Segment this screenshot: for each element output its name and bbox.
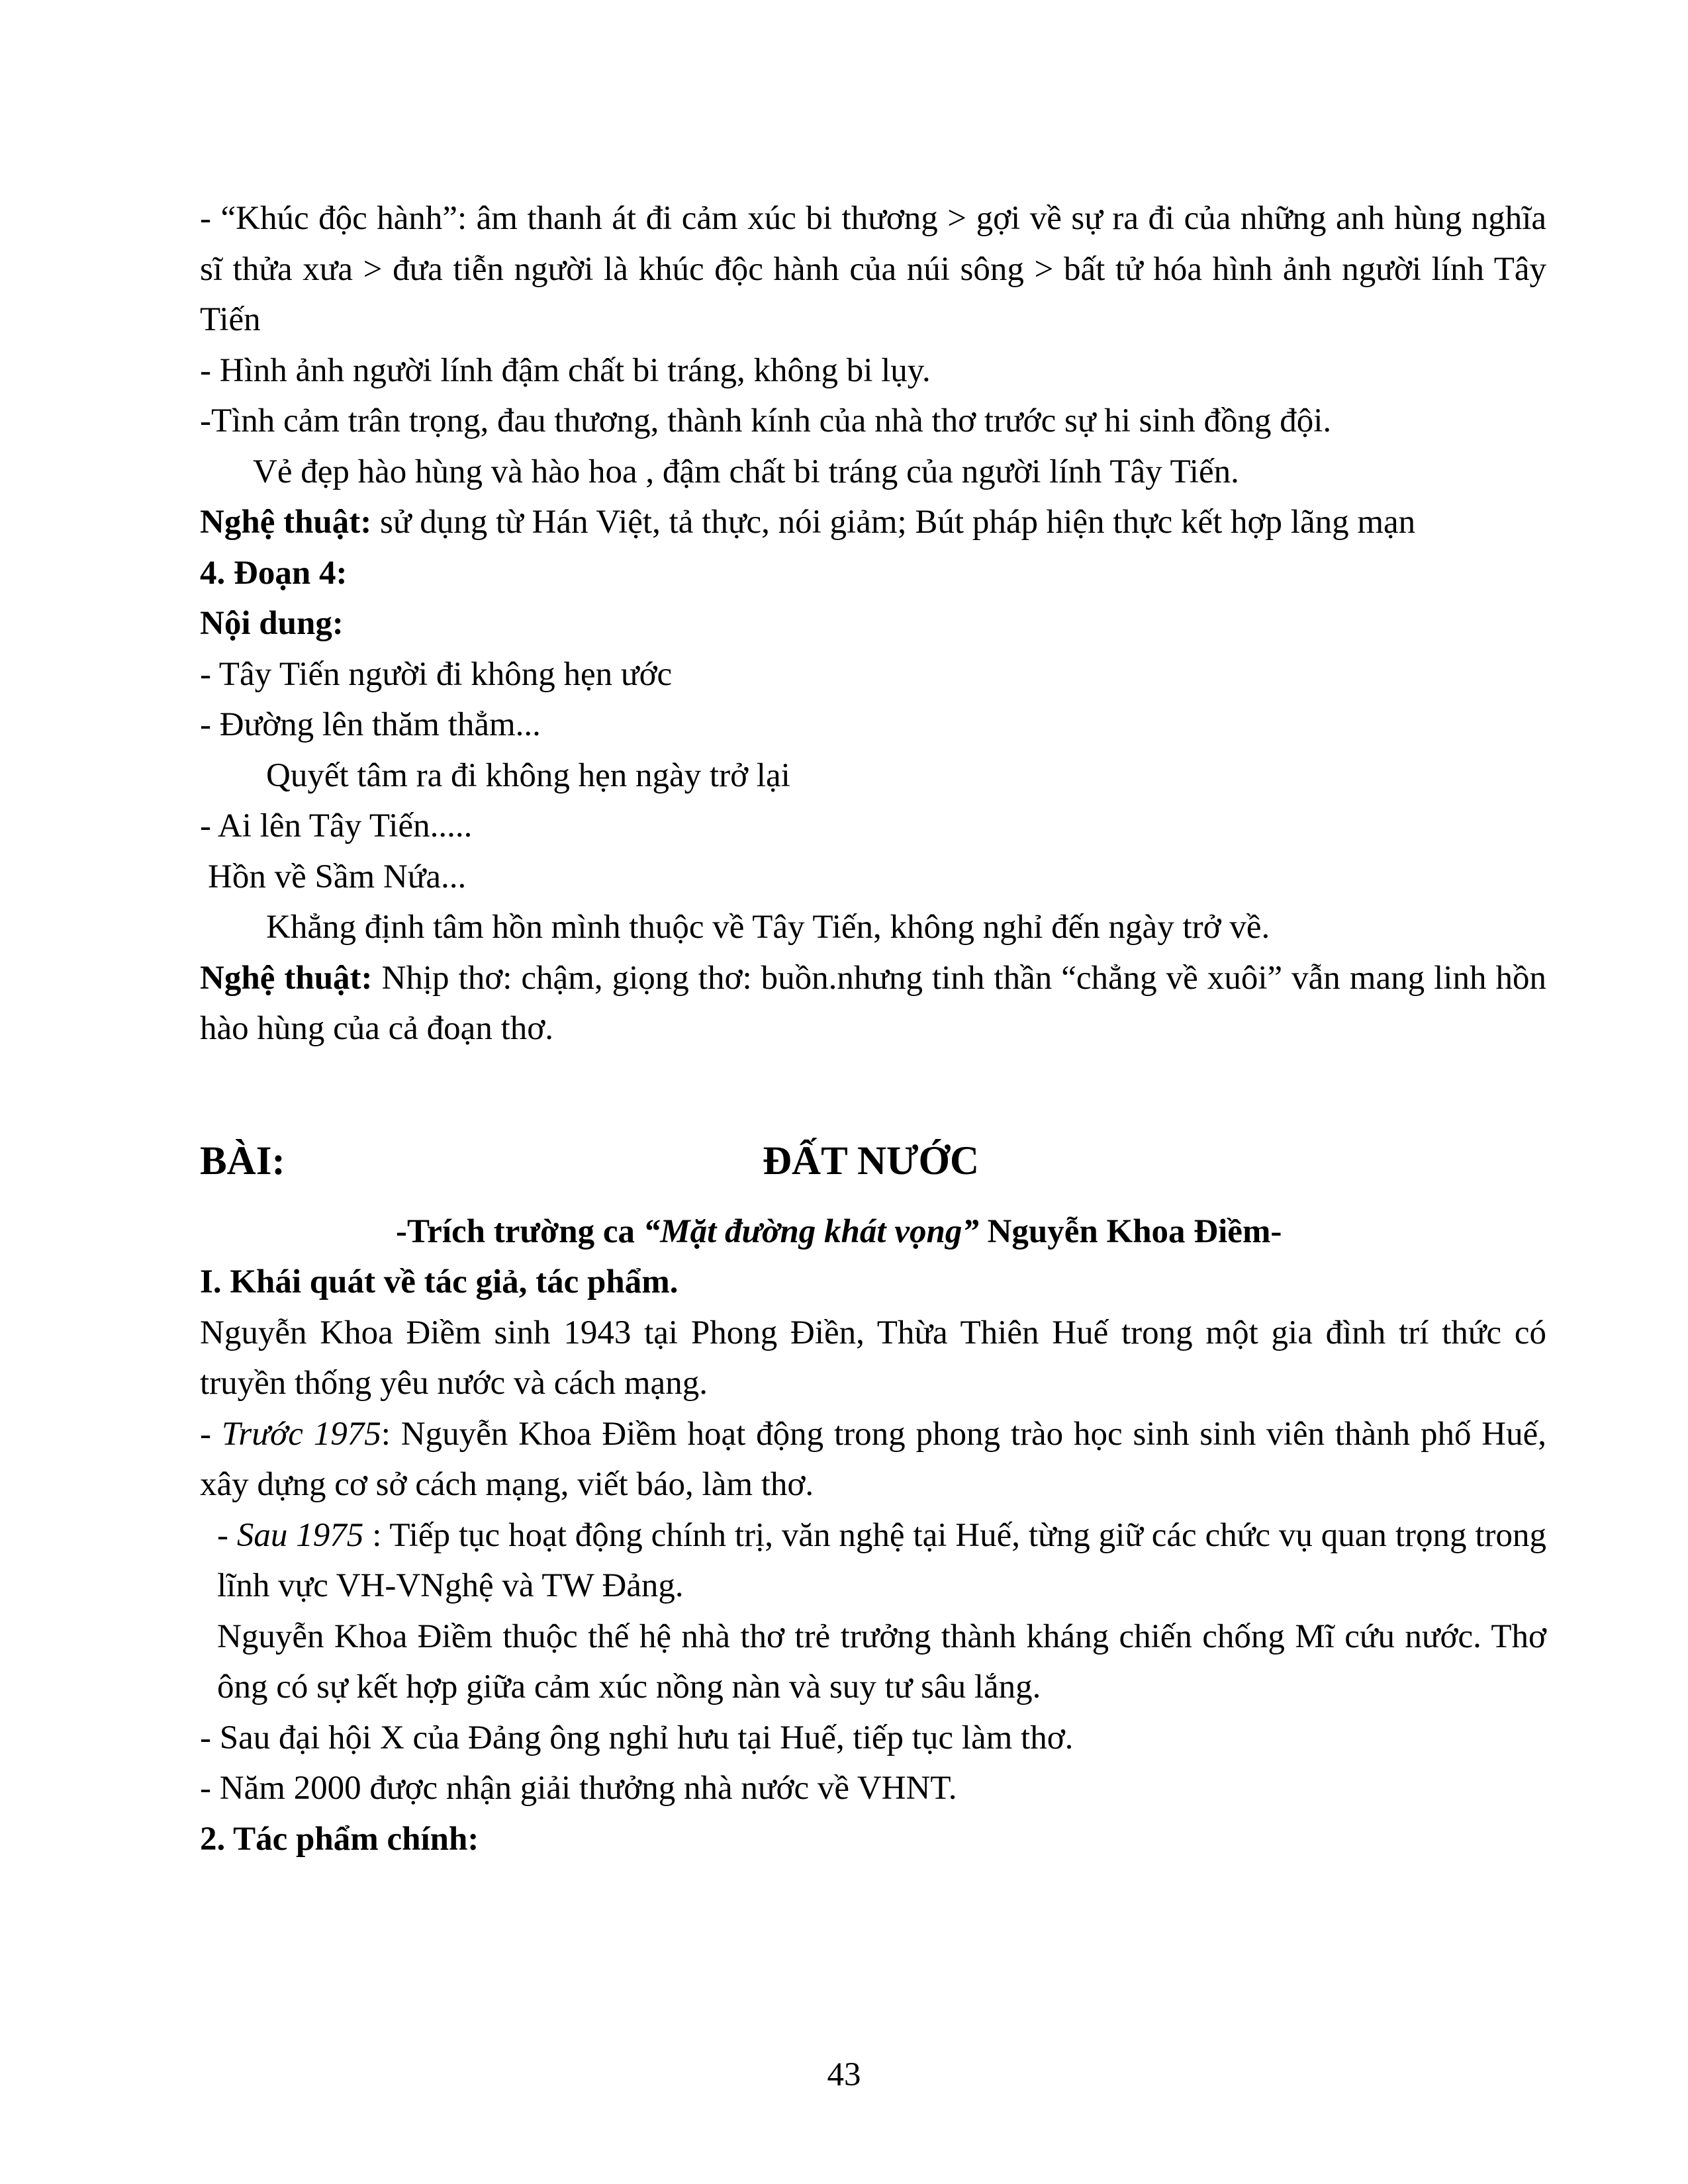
lesson-subtitle <box>200 1206 1546 1257</box>
lesson-label: BÀI: <box>200 1138 285 1183</box>
paragraph-before-1975 <box>200 1409 1546 1510</box>
content-line-1: - Tây Tiến người đi không hẹn ước <box>200 655 673 693</box>
paragraph-bio: Nguyễn Khoa Điềm sinh 1943 tại Phong Điền, Thừa Thiên Huế trong một gia đình trí thức có truyền thống yêu nước và cách mạng. <box>200 1314 1546 1402</box>
heading-noi-dung: Nội dung: <box>200 605 344 642</box>
heading-works: 2. Tác phẩm chính: <box>200 1820 479 1858</box>
subtitle-author: Nguyễn Khoa Điềm- <box>978 1212 1282 1250</box>
content-line-4: - Ai lên Tây Tiến..... <box>200 807 473 844</box>
section-gap <box>200 1054 1546 1127</box>
bullet: - <box>217 1516 237 1554</box>
content-line-2: - Đường lên thăm thẳm... <box>200 706 541 743</box>
paragraph-retirement: - Sau đại hội X của Đảng ông nghỉ hưu tại Huế, tiếp tục làm thơ. <box>200 1719 1074 1756</box>
art-text: sử dụng từ Hán Việt, tả thực, nói giảm; Bút pháp hiện thực kết hợp lãng mạn <box>371 504 1416 541</box>
lesson-title: ĐẤT NƯỚC <box>763 1138 980 1183</box>
art-text: Nhịp thơ: chậm, giọng thơ: buồn.nhưng tinh thần “chẳng về xuôi” vẫn mang linh hồn hào hùng của cả đoạn thơ. <box>200 959 1546 1047</box>
title-gap <box>200 1196 1546 1206</box>
paragraph-art-4 <box>200 953 1546 1054</box>
heading-overview: I. Khái quát về tác giả, tác phẩm. <box>200 1263 679 1300</box>
paragraph-award: - Năm 2000 được nhận giải thưởng nhà nước về VHNT. <box>200 1770 957 1807</box>
art-label: Nghệ thuật: <box>200 504 372 541</box>
subtitle-work: “Mặt đường khát vọng” <box>643 1212 979 1250</box>
bullet: - <box>200 1415 222 1453</box>
paragraph-bi-trang: - Hình ảnh người lính đậm chất bi tráng, không bi lụy. <box>200 351 931 389</box>
heading-doan-4: 4. Đoạn 4: <box>200 554 348 592</box>
paragraph-art-3 <box>200 497 1546 548</box>
lesson-title-row <box>200 1127 1546 1196</box>
content-line-6: Khẳng định tâm hồn mình thuộc về Tây Tiến, không nghỉ đến ngày trở về. <box>266 909 1270 946</box>
content-line-3: Quyết tâm ra đi không hẹn ngày trở lại <box>266 756 790 794</box>
page-body <box>200 193 1546 1864</box>
period-label: Trước 1975 <box>221 1415 381 1453</box>
paragraph-khuc-doc-hanh: - “Khúc độc hành”: âm thanh át đi cảm xúc bi thương > gợi về sự ra đi của những anh hùng nghĩa sĩ thửa xưa > đưa tiễn người là khúc độc hành của núi sông > bất tử hóa hình ảnh người lính Tây Tiến <box>200 200 1546 338</box>
paragraph-after-1975 <box>200 1510 1546 1612</box>
period-text: : Tiếp tục hoạt động chính trị, văn nghệ tại Huế, từng giữ các chức vụ quan trọng trong lĩnh vực VH-VNghệ và TW Đảng. <box>217 1516 1547 1604</box>
paragraph-tinh-cam: -Tình cảm trân trọng, đau thương, thành kính của nhà thơ trước sự hi sinh đồng đội. <box>200 402 1332 439</box>
content-line-5: Hồn về Sầm Nứa... <box>208 858 467 895</box>
period-text: : Nguyễn Khoa Điềm hoạt động trong phong trào học sinh sinh viên thành phố Huế, xây dựng cơ sở cách mạng, viết báo, làm thơ. <box>200 1415 1547 1503</box>
paragraph-generation: Nguyễn Khoa Điềm thuộc thế hệ nhà thơ trẻ trưởng thành kháng chiến chống Mĩ cứu nước. Thơ ông có sự kết hợp giữa cảm xúc nồng nàn và suy tư sâu lắng. <box>217 1617 1546 1706</box>
page-number: 43 <box>827 2056 861 2093</box>
art-label: Nghệ thuật: <box>200 959 373 997</box>
subtitle-prefix: -Trích trường ca <box>396 1212 643 1250</box>
paragraph-summary: Vẻ đẹp hào hùng và hào hoa , đậm chất bi tráng của người lính Tây Tiến. <box>253 453 1239 490</box>
period-label: Sau 1975 <box>236 1516 364 1554</box>
